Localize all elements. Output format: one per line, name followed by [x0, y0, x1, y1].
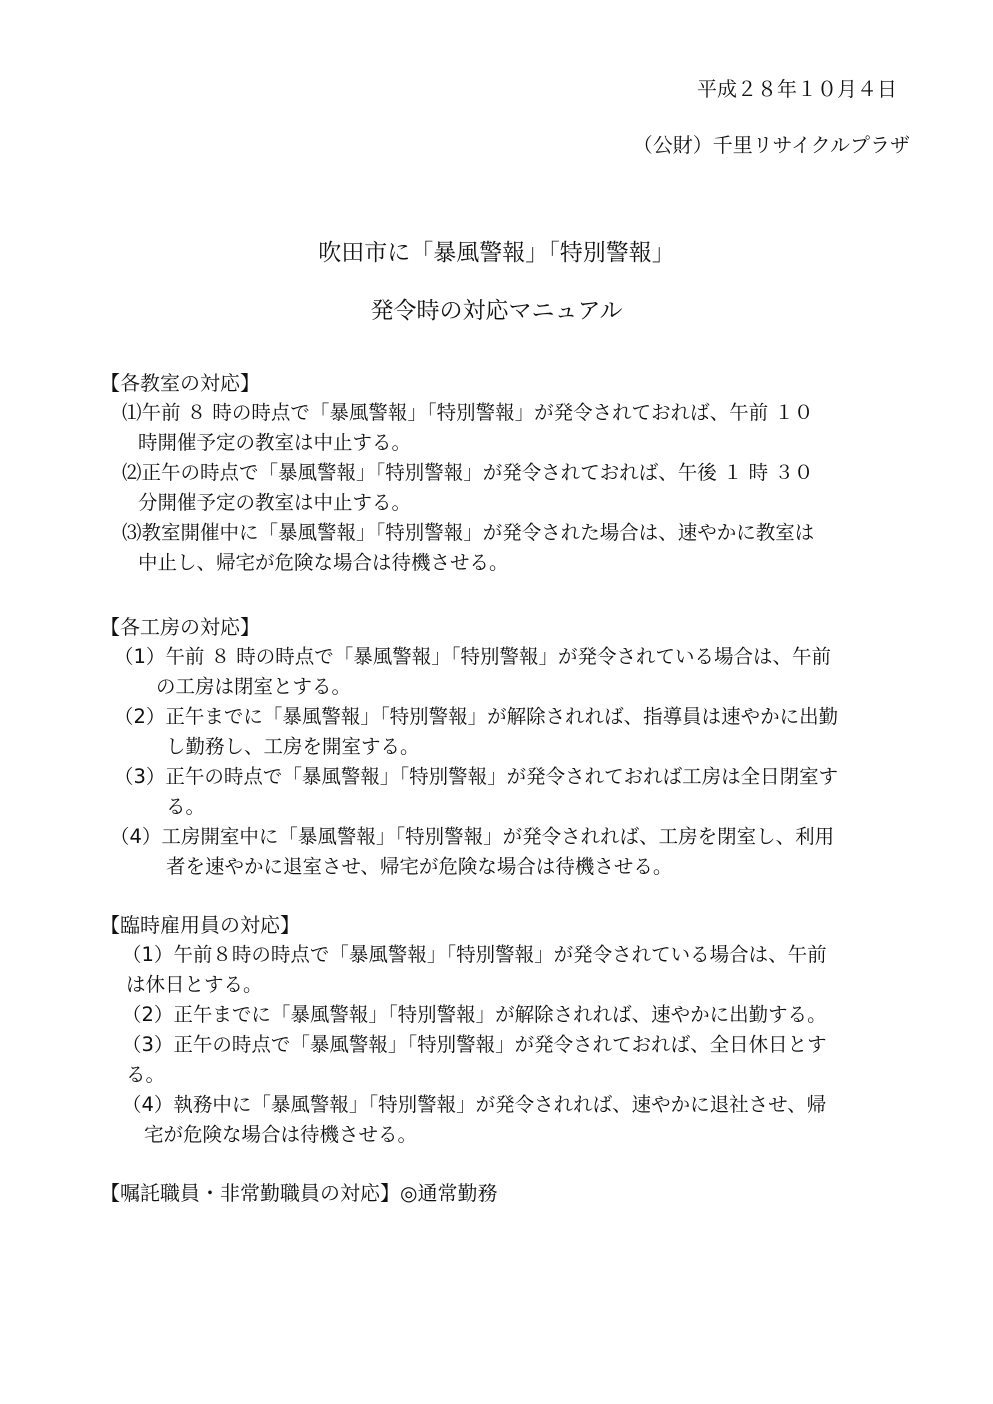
list-item-line: 時開催予定の教室は中止する。 [138, 431, 412, 454]
list-item-line: （4）執務中に「暴風警報」「特別警報」が発令されれば、速やかに退社させ、帰 [122, 1093, 827, 1116]
list-item [100, 940, 900, 1000]
list-item [100, 1030, 900, 1090]
list-item-line: ⑶教室開催中に「暴風警報」「特別警報」が発令された場合は、速やかに教室は [122, 521, 815, 544]
list-item-line: （1）午前８時の時点で「暴風警報」「特別警報」が発令されている場合は、午前 [122, 943, 827, 966]
list-item-line: （1）午前 ８ 時の時点で「暴風警報」「特別警報」が発令されている場合は、午前 [114, 645, 832, 668]
list-item [100, 642, 900, 702]
list-item-line: 宅が危険な場合は待機させる。 [144, 1123, 418, 1146]
organization-name: （公財）千里リサイクルプラザ [632, 133, 910, 157]
list-item-line: （2）正午までに「暴風警報」「特別警報」が解除されれば、指導員は速やかに出勤 [114, 705, 839, 728]
section-heading: 【臨時雇用員の対応】 [100, 913, 300, 937]
document-date: 平成２８年１０月４日 [697, 77, 897, 101]
list-item-line: 中止し、帰宅が危険な場合は待機させる。 [138, 551, 509, 574]
list-item-line: は休日とする。 [126, 973, 263, 996]
list-item-line: （4）工房開室中に「暴風警報」「特別警報」が発令されれば、工房を閉室し、利用 [110, 825, 835, 848]
list-item-line: （3）正午の時点で「暴風警報」「特別警報」が発令されておれば、全日休日とす [122, 1033, 827, 1056]
section-part-time-staff [100, 1178, 900, 1208]
list-item [100, 1000, 900, 1030]
list-item-line: の工房は閉室とする。 [156, 675, 352, 698]
list-item-line: ⑵正午の時点で「暴風警報」「特別警報」が発令されておれば、午後 １ 時 ３０ [122, 461, 814, 484]
list-item [100, 1090, 900, 1150]
section-classrooms [100, 368, 900, 578]
section-temporary-employees [100, 910, 900, 1150]
list-item [100, 822, 900, 882]
list-item-line: 分開催予定の教室は中止する。 [138, 491, 412, 514]
list-item-line: （3）正午の時点で「暴風警報」「特別警報」が発令されておれば工房は全日閉室す [114, 765, 839, 788]
document-title-line-2: 発令時の対応マニュアル [370, 298, 623, 324]
list-item [100, 518, 900, 578]
document-title-line-1: 吹田市に「暴風警報」「特別警報」 [318, 240, 675, 266]
section-heading: 【各教室の対応】 [100, 371, 260, 395]
section-heading: 【各工房の対応】 [100, 615, 260, 639]
section-heading: 【嘱託職員・非常勤職員の対応】◎通常勤務 [100, 1181, 498, 1205]
list-item [100, 702, 900, 762]
list-item-line: （2）正午までに「暴風警報」「特別警報」が解除されれば、速やかに出勤する。 [122, 1003, 827, 1026]
list-item-line: ⑴午前 ８ 時の時点で「暴風警報」「特別警報」が発令されておれば、午前 １０ [122, 401, 814, 424]
list-item [100, 458, 900, 518]
list-item-line: 者を速やかに退室させ、帰宅が危険な場合は待機させる。 [166, 855, 673, 878]
section-workshops [100, 612, 900, 882]
list-item-line: る。 [126, 1063, 166, 1086]
list-item [100, 398, 900, 458]
list-item-line: る。 [166, 795, 206, 818]
list-item-line: し勤務し、工房を開室する。 [166, 735, 420, 758]
list-item [100, 762, 900, 822]
